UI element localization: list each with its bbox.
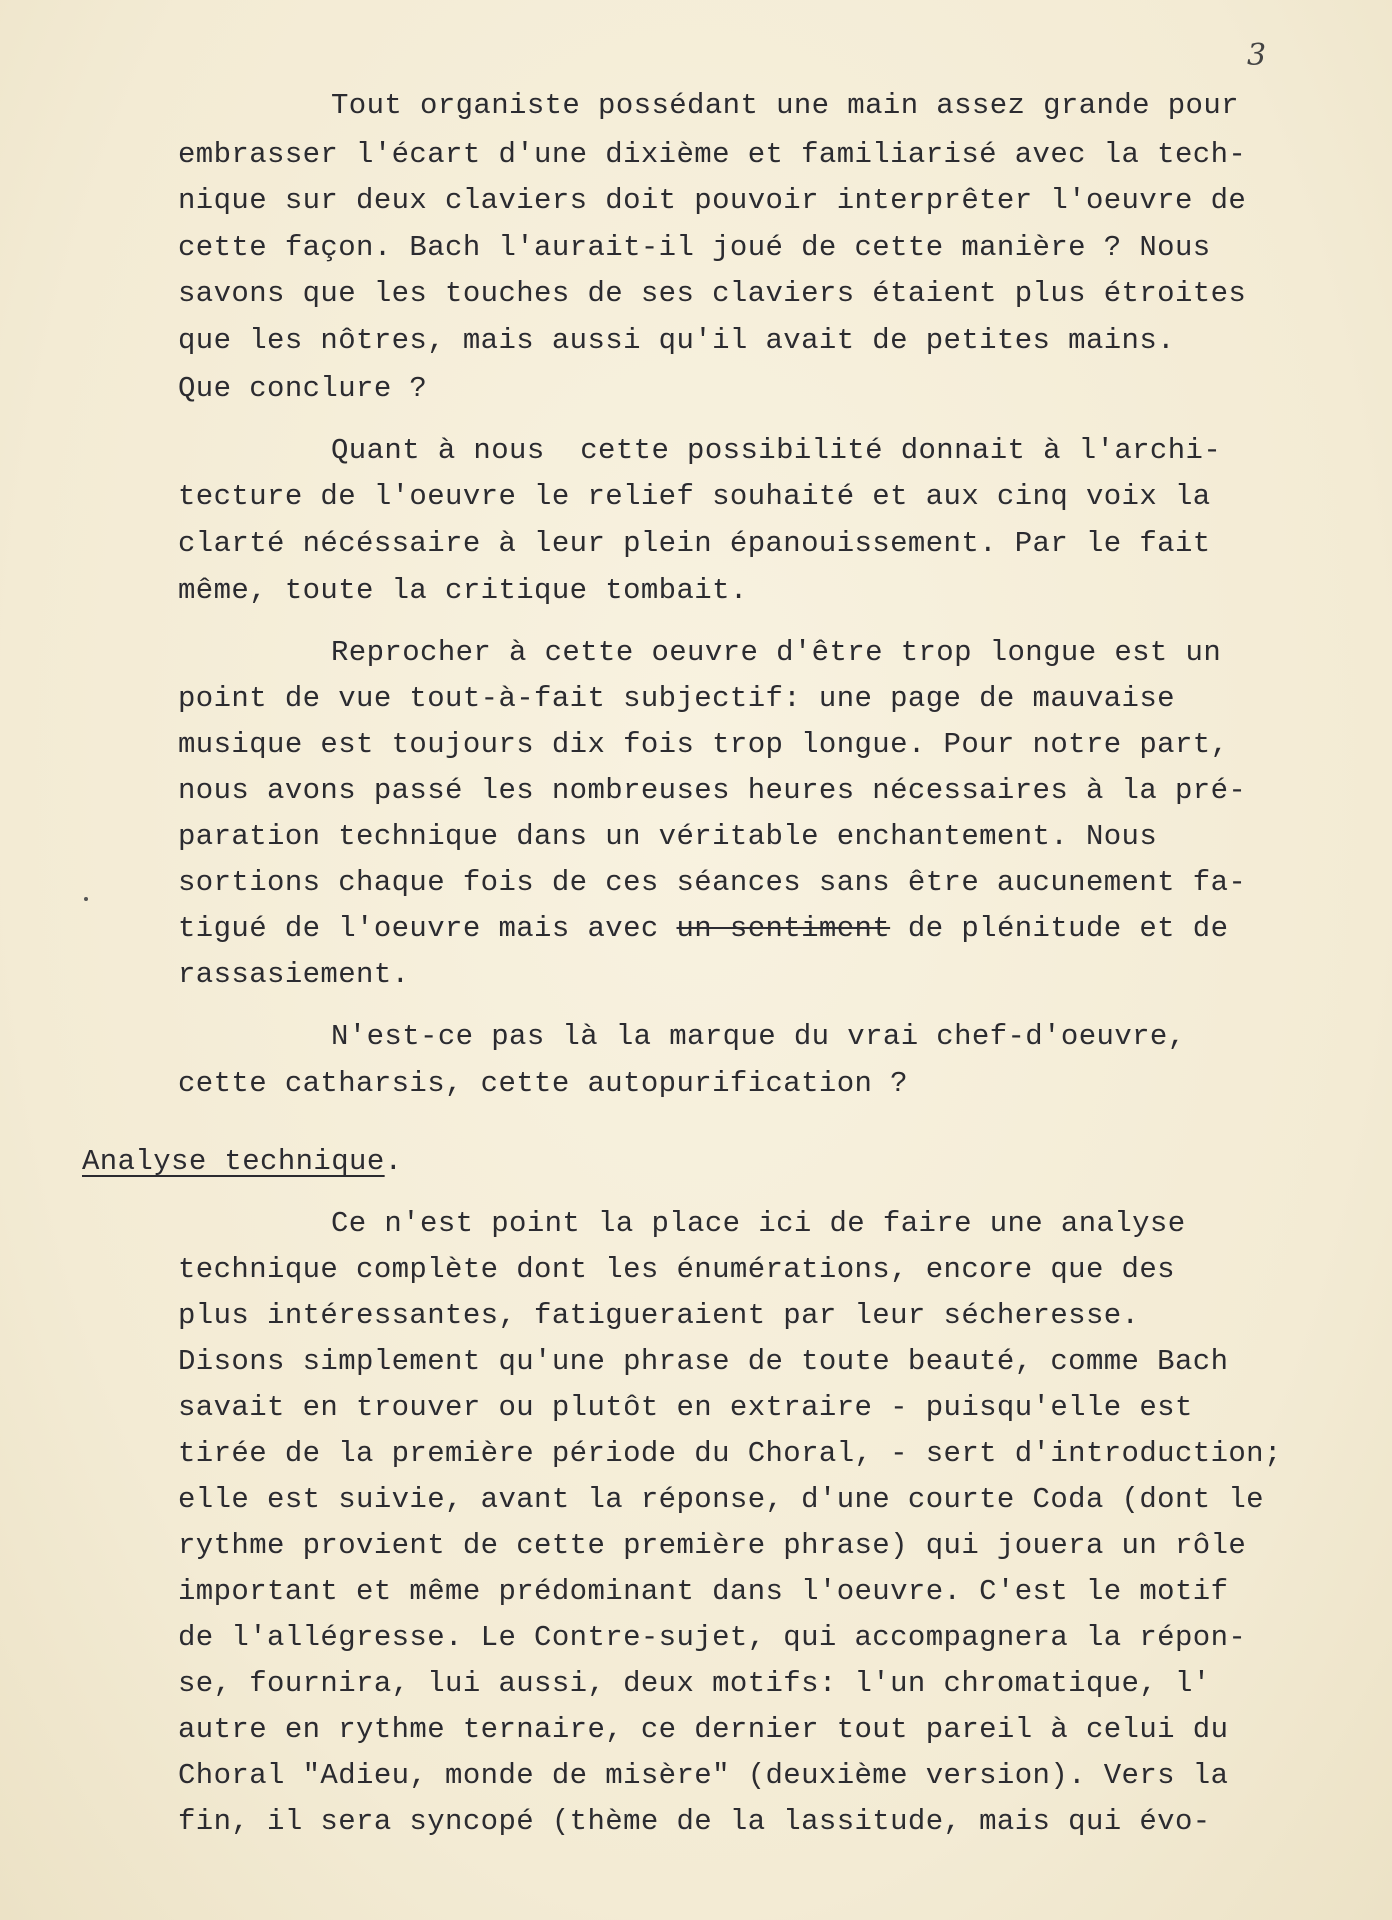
text-line: sortions chaque fois de ces séances sans être aucunement fa- — [178, 866, 1247, 899]
text-line: paration technique dans un véritable enchantement. Nous — [178, 820, 1158, 853]
paper-mark — [84, 897, 88, 901]
text-line: elle est suivie, avant la réponse, d'une courte Coda (dont le — [178, 1483, 1264, 1516]
text-line: Quant à nous cette possibilité donnait à l'archi- — [331, 434, 1222, 467]
text-line: savons que les touches de ses claviers étaient plus étroites — [178, 277, 1247, 310]
text-fragment: de plénitude et de — [890, 912, 1229, 945]
text-line: nique sur deux claviers doit pouvoir interprêter l'oeuvre de — [178, 184, 1247, 217]
text-fragment: tigué de l'oeuvre mais avec — [178, 912, 677, 945]
text-line: fin, il sera syncopé (thème de la lassitude, mais qui évo- — [178, 1805, 1211, 1838]
text-line: savait en trouver ou plutôt en extraire - puisqu'elle est — [178, 1391, 1193, 1424]
page-number: 3 — [1247, 38, 1267, 73]
text-line: musique est toujours dix fois trop longue. Pour notre part, — [178, 728, 1229, 761]
text-line: autre en rythme ternaire, ce dernier tout pareil à celui du — [178, 1713, 1229, 1746]
text-line: que les nôtres, mais aussi qu'il avait de petites mains. — [178, 324, 1175, 357]
text-line: se, fournira, lui aussi, deux motifs: l'un chromatique, l' — [178, 1667, 1211, 1700]
struck-text: un sentiment — [676, 912, 891, 945]
text-line: tirée de la première période du Choral, - sert d'introduction; — [178, 1437, 1282, 1470]
text-line: Choral "Adieu, monde de misère" (deuxième version). Vers la — [178, 1759, 1229, 1792]
text-line: clarté nécéssaire à leur plein épanouissement. Par le fait — [178, 527, 1211, 560]
text-line: important et même prédominant dans l'oeuvre. C'est le motif — [178, 1575, 1229, 1608]
text-line: plus intéressantes, fatigueraient par leur sécheresse. — [178, 1299, 1140, 1332]
text-line: même, toute la critique tombait. — [178, 574, 748, 607]
text-line: point de vue tout-à-fait subjectif: une page de mauvaise — [178, 682, 1175, 715]
text-line: Disons simplement qu'une phrase de toute beauté, comme Bach — [178, 1345, 1229, 1378]
text-line: N'est-ce pas là la marque du vrai chef-d'oeuvre, — [331, 1020, 1186, 1053]
section-heading-text: Analyse technique — [82, 1145, 385, 1178]
text-line: tecture de l'oeuvre le relief souhaité et aux cinq voix la — [178, 480, 1211, 513]
text-line: de l'allégresse. Le Contre-sujet, qui accompagnera la répon- — [178, 1621, 1247, 1654]
text-line: Reprocher à cette oeuvre d'être trop longue est un — [331, 636, 1222, 669]
section-heading — [82, 1145, 402, 1179]
text-line: Ce n'est point la place ici de faire une analyse — [331, 1207, 1186, 1240]
text-line: Que conclure ? — [178, 372, 428, 405]
text-line: rythme provient de cette première phrase) qui jouera un rôle — [178, 1529, 1247, 1562]
text-line: rassasiement. — [178, 958, 410, 991]
text-line: embrasser l'écart d'une dixième et familiarisé avec la tech- — [178, 138, 1247, 171]
text-line: cette catharsis, cette autopurification ? — [178, 1067, 908, 1100]
text-line: Tout organiste possédant une main assez grande pour — [331, 89, 1239, 122]
text-line: nous avons passé les nombreuses heures nécessaires à la pré- — [178, 774, 1247, 807]
text-line: technique complète dont les énumérations, encore que des — [178, 1253, 1175, 1286]
section-heading-suffix: . — [384, 1145, 403, 1178]
text-line: cette façon. Bach l'aurait-il joué de cette manière ? Nous — [178, 231, 1211, 264]
text-line-with-strike — [178, 912, 1228, 946]
